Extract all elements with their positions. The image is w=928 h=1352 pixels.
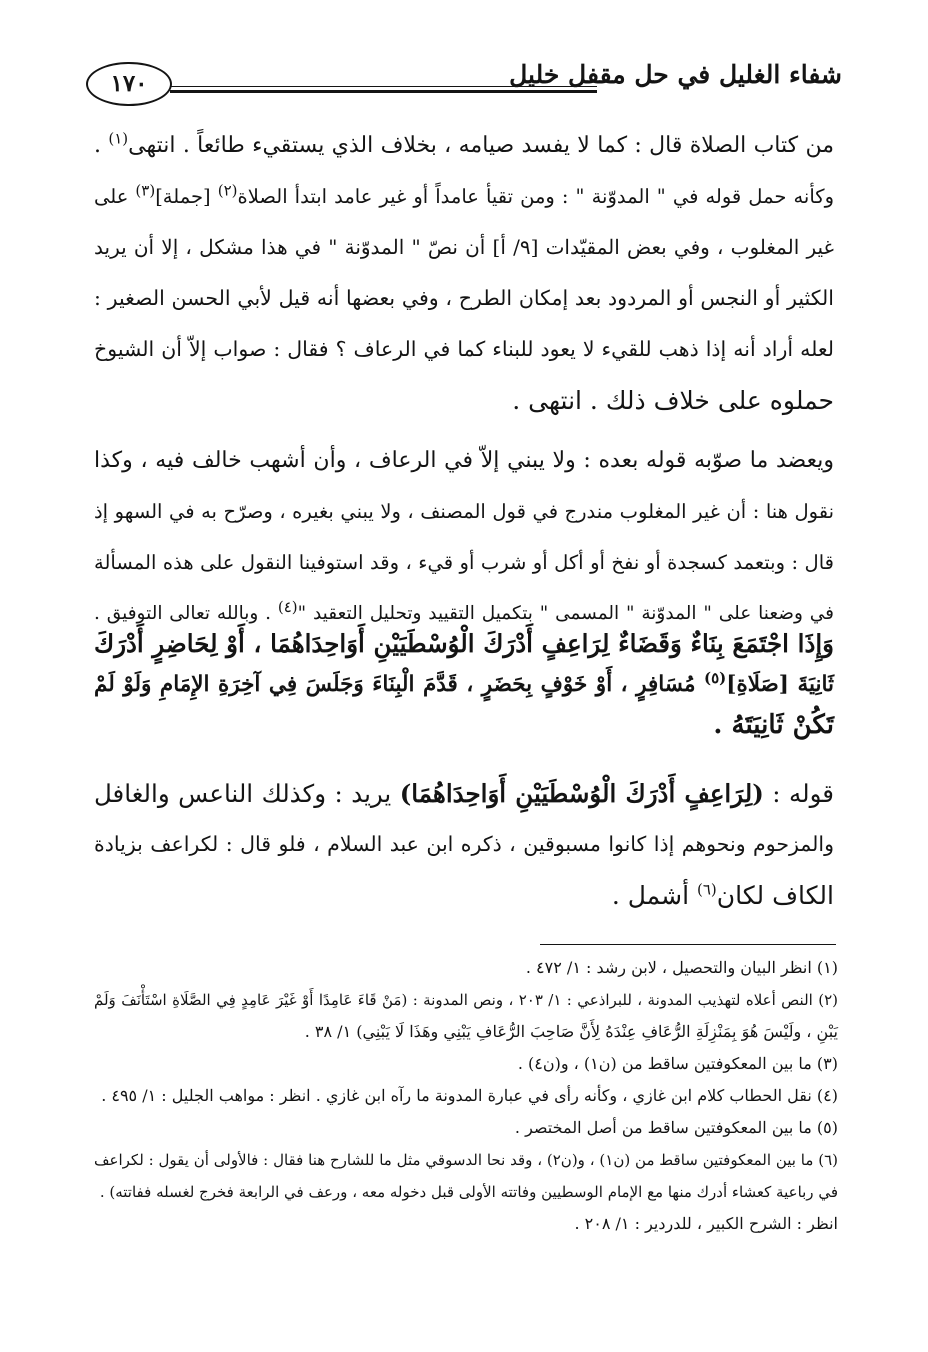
header-rule-thin	[170, 86, 597, 87]
book-title: شفاء الغليل في حل مقفل خليل	[509, 60, 842, 89]
footnote-ref: (٦)	[696, 880, 717, 899]
header-rule-thick	[170, 90, 597, 93]
running-header	[62, 52, 842, 108]
footnote-line: انظر : الشرح الكبير ، للدردير : ١/ ٢٠٨ .	[574, 1214, 838, 1233]
text-line: الكثير أو النجس أو المردود بعد إمكان الطرح ، وفي بعضها أنه قيل لأبي الحسن الصغير :	[94, 286, 834, 310]
footnote-line: يَبْنِ ، ولَيْسَ هُوَ بِمَنْزِلَةِ الرُّعَافِ عِنْدَهُ لِأَنَّ صَاحِبَ الرُّعَافِ يَبْنِي وهَذَا لَا يَبْنِي) ١/ ٣٨ .	[304, 1022, 838, 1041]
text-line: من كتاب الصلاة قال : كما لا يفسد صيامه ، بخلاف الذي يستقيء طائعاً . انتهى$^{(١)}$ .	[94, 129, 834, 158]
text-line: الكاف لكان$^{(٦)}$ أشمل .	[611, 880, 834, 910]
footnote-separator	[540, 944, 836, 945]
page-number: ١٧٠	[86, 62, 172, 106]
footnote-line: (٣) ما بين المعكوفتين ساقط من (ن١) ، و(ن٤) .	[517, 1054, 838, 1073]
matn-line: وَإِذَا اجْتَمَعَ بِنَاءٌ وَقَضَاءٌ لِرَاعِفٍ أَدْرَكَ الْوُسْطَيَيْنِ أَوَاحِدَاهُمَا ، أَوْ لِحَاضِرٍ أَدْرَكَ	[94, 629, 834, 658]
matn-line: ثَانِيَةَ [صَلَاةِ]$^{(٥)}$ مُسَافِرٍ ، أَوْ خَوْفٍ بِحَضَرٍ ، قَدَّمَ الْبِنَاءَ وَجَلَسَ فِي آخِرَةِ الإِمَامِ وَلَوْ لَمْ	[94, 668, 834, 697]
text-line: والمزحوم ونحوهم إذا كانوا مسبوقين ، ذكره ابن عبد السلام ، فلو قال : لكراعف بزيادة	[94, 832, 834, 856]
footnote-line: (٦) ما بين المعكوفتين ساقط من (ن١) ، و(ن٢) ، وقد نحا الدسوقي مثل ما للشارح هنا فقال : فالأولى أن يقول : لكراعف	[94, 1151, 838, 1169]
paragraph-2	[94, 435, 834, 639]
text-line: ويعضد ما صوّبه قوله بعده : ولا يبني إلاّ في الرعاف ، وأن أشهب خالف فيه ، وكذا	[94, 448, 834, 473]
footnote-ref: (٥)	[703, 668, 727, 687]
text-line: في وضعنا على " المدوّنة " المسمى " بتكميل التقييد وتحليل التعقيد "$^{(٤)}$ . وبالله تعالى التوفيق .	[94, 597, 834, 624]
footnote-line: (٤) نقل الحطاب كلام ابن غازي ، وكأنه رأى في عبارة المدونة ما رآه ابن غازي . انظر : مواهب الجليل : ١/ ٤٩٥ .	[101, 1086, 838, 1105]
text-line: لعله أراد أنه إذا ذهب للقيء لا يعود للبناء كما في الرعاف ؟ فقال : صواب إلاّ أن الشيوخ	[94, 337, 834, 361]
footnote-ref: (١)	[108, 129, 129, 148]
footnotes	[94, 952, 838, 1240]
text-line: قال : وبتعمد كسجدة أو نفخ أو أكل أو شرب أو قيء ، وقد استوفينا النقول على هذه المسألة	[94, 551, 834, 574]
footnote-ref: (٢)	[217, 181, 238, 200]
paragraph-1	[94, 120, 834, 426]
footnote-line: (٢) النص أعلاه لتهذيب المدونة ، للبراذعي : ١/ ٢٠٣ ، ونص المدونة : (مَنْ قَاءَ عَامِدًا أَوْ غَيْرَ عَامِدٍ فِي الصَّلَاةِ اسْتَأْنَفَ وَلَمْ	[94, 991, 838, 1009]
matn-line: تَكُنْ ثَانِيَتَهُ .	[713, 710, 834, 740]
text-line: قوله : (لِرَاعِفٍ أَدْرَكَ الْوُسْطَيَيْنِ أَوَاحِدَاهُمَا) يريد : وكذلك الناعس والغافل	[94, 779, 834, 808]
footnote-line: (٥) ما بين المعكوفتين ساقط من أصل المختصر .	[514, 1118, 838, 1137]
paragraph-3	[94, 768, 834, 921]
text-line: حملوه على خلاف ذلك . انتهى .	[512, 386, 834, 415]
text-line: وكأنه حمل قوله في " المدوّنة " : ومن تقيأ عامداً أو غير عامد ابتدأ الصلاة$^{(٢)}$ [جملة]$^{(٣)}$ على	[94, 181, 834, 208]
footnote-line: في رباعية كعشاء أدرك منها مع الإمام الوسطيين وفاتته الأولى قبل دخوله معه ، ورعف في الرابعة فخرج لغسله ففاتته) .	[99, 1183, 838, 1201]
text-line: غير المغلوب ، وفي بعض المقيّدات [٩/ أ] أن نصّ " المدوّنة " في هذا مشكل ، إلا أن يريد	[94, 235, 834, 259]
text-line: نقول هنا : أن غير المغلوب مندرج في قول المصنف ، ولا يبني بغيره ، وصرّح به في السهو إذ	[94, 500, 834, 523]
quoted-matn: (لِرَاعِفٍ أَدْرَكَ الْوُسْطَيَيْنِ أَوَاحِدَاهُمَا)	[399, 779, 764, 808]
footnote-ref: (٤)	[277, 597, 298, 616]
footnote-line: (١) انظر البيان والتحصيل ، لابن رشد : ١/ ٤٧٢ .	[525, 958, 838, 977]
footnote-ref: (٣)	[135, 181, 156, 200]
matn-text	[94, 623, 834, 746]
